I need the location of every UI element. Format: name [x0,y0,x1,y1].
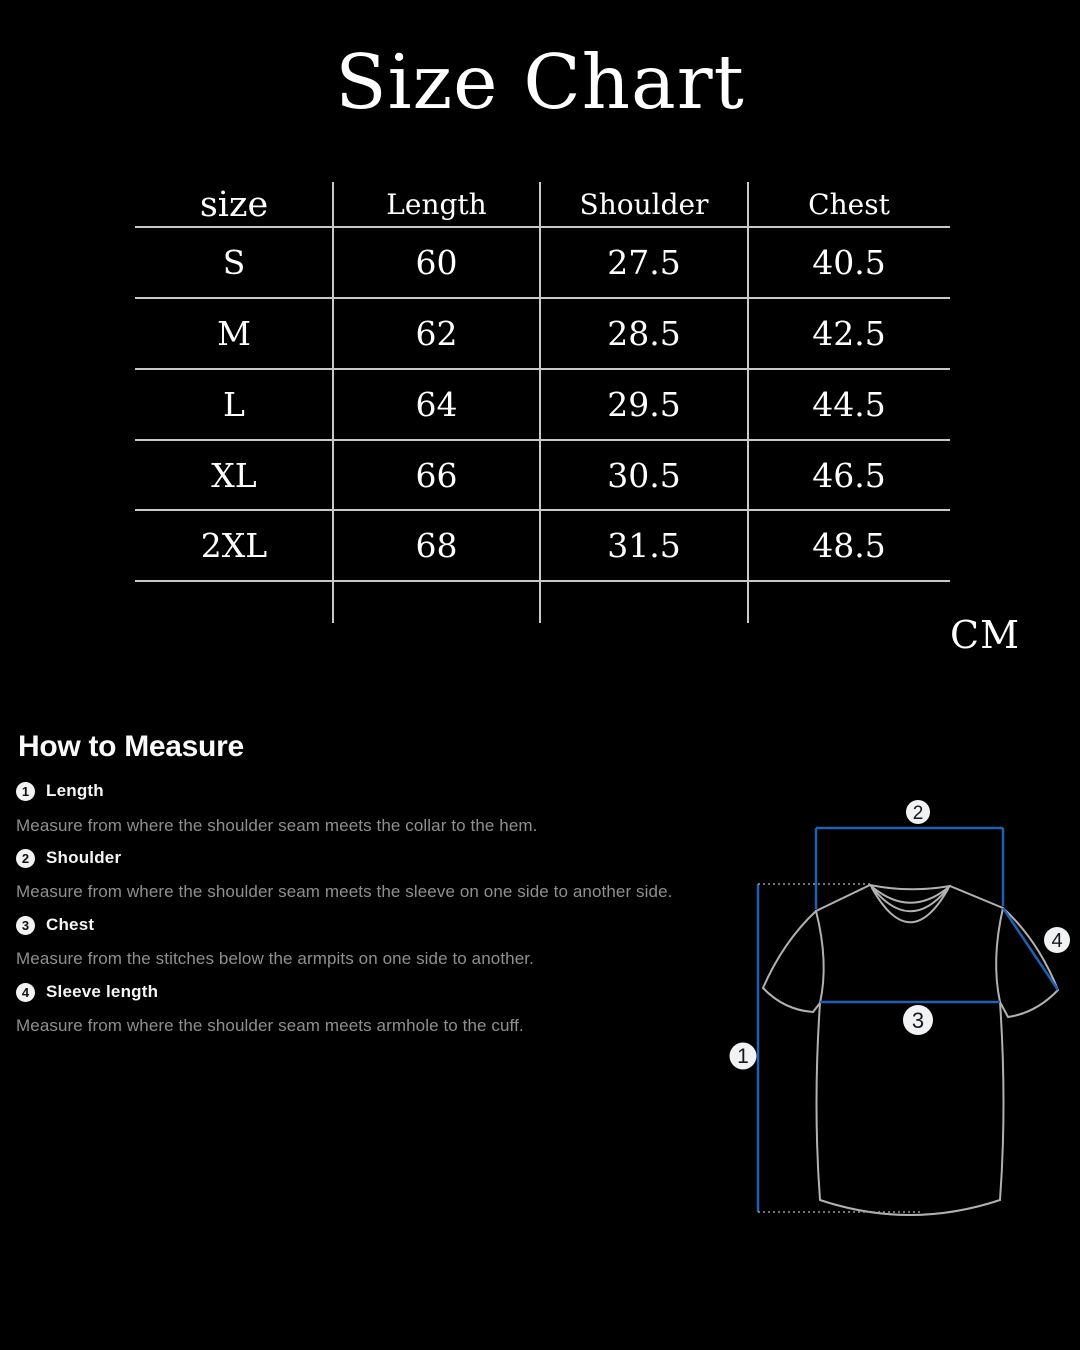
table-row [135,369,950,440]
value-cell: 60 [415,243,458,282]
measure-item-label: Length [46,781,104,800]
unit-label: CM [950,613,1020,657]
value-cell: 68 [415,526,458,565]
svg-text:4: 4 [1051,930,1063,952]
measure-item-label: Shoulder [46,848,122,867]
col-header-shoulder: Shoulder [579,188,709,221]
size-cell: S [222,243,246,282]
col-header-size: size [199,184,269,225]
value-cell: 27.5 [607,243,681,282]
size-cell: L [223,385,245,424]
value-cell: 66 [415,456,458,495]
measure-item-label: Sleeve length [46,982,159,1001]
size-cell: 2XL [200,526,268,565]
number-badge: 3 [16,916,35,935]
svg-text:2: 2 [912,803,924,824]
table-header-row [135,182,950,227]
number-badge: 4 [16,983,35,1002]
col-header-length: Length [386,188,487,221]
value-cell: 46.5 [812,456,886,495]
tshirt-outline-icon [763,885,1058,1215]
value-cell: 42.5 [812,314,886,353]
measure-item-description: Measure from the stitches below the armpits on one side to another. [16,949,534,968]
table-row [135,298,950,369]
marker-badge-3 [903,1005,933,1035]
measure-item-description: Measure from where the shoulder seam meets the sleeve on one side to another side. [16,882,673,901]
size-cell: XL [211,456,257,495]
measure-item-length [16,781,104,801]
marker-badge-1 [730,1043,757,1070]
value-cell: 28.5 [607,314,681,353]
measure-item-chest [16,915,94,935]
how-to-measure-heading: How to Measure [18,730,244,763]
value-cell: 62 [415,314,458,353]
size-cell: M [217,314,251,353]
measure-item-label: Chest [46,915,95,934]
measure-item-description: Measure from where the shoulder seam meets armhole to the cuff. [16,1016,524,1035]
measure-item-shoulder [16,848,121,868]
measure-item-description: Measure from where the shoulder seam meets the collar to the hem. [16,816,538,835]
number-badge: 1 [16,782,35,801]
value-cell: 64 [415,385,458,424]
tshirt-measure-diagram [700,780,1080,1250]
value-cell: 48.5 [812,526,886,565]
table-row [135,227,950,298]
value-cell: 31.5 [607,526,681,565]
value-cell: 29.5 [607,385,681,424]
col-header-chest: Chest [808,188,890,221]
marker-badge-2 [906,800,930,824]
number-badge: 2 [16,849,35,868]
svg-text:1: 1 [737,1045,749,1068]
measure-item-sleeve-length [16,982,158,1002]
marker-badge-4 [1044,927,1070,953]
value-cell: 30.5 [607,456,681,495]
value-cell: 40.5 [812,243,886,282]
table-row [135,510,950,581]
size-table [135,182,950,623]
value-cell: 44.5 [812,385,886,424]
page-title: Size Chart [335,38,745,126]
table-row [135,440,950,511]
svg-text:3: 3 [911,1008,925,1033]
